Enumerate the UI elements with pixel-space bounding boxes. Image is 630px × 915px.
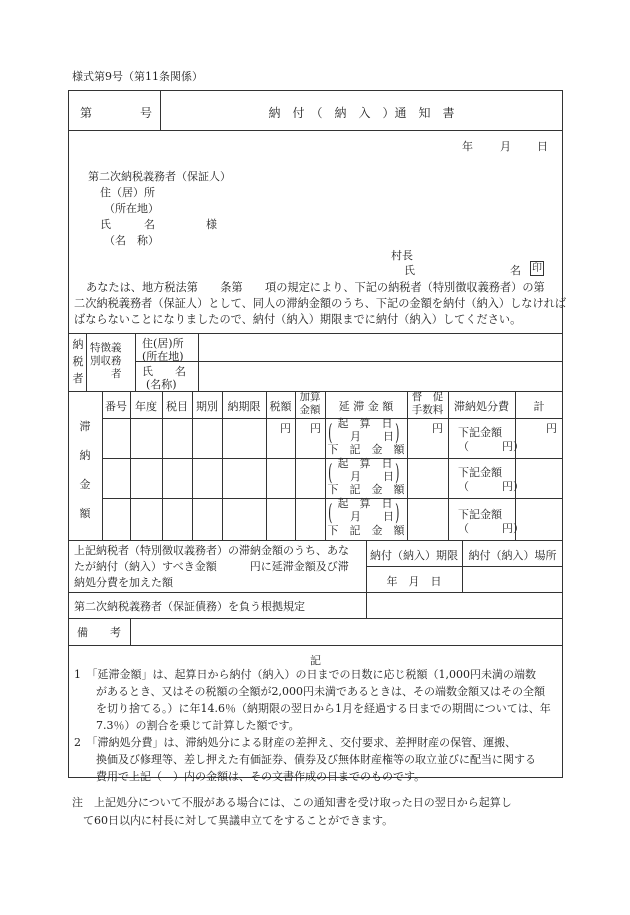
footer-note: 注 上記処分について不服がある場合には、この通知書を受け取った日の翌日から起算し て60日以内に村長に対して異議申立てをすることができます。 — [72, 796, 512, 827]
taxpayer-bracket-label: 特徴義 別収務 者 — [90, 342, 122, 380]
col-header-delinquency: 延 滞 金 額 — [338, 400, 394, 413]
yen-tax: 円 — [280, 422, 291, 435]
addressee-address-sub: （所在地） — [104, 202, 159, 215]
payment-place-label: 納付（納入）場所 — [468, 549, 557, 562]
addressee-role: 第二次納税義務者（保証人） — [88, 170, 231, 183]
col-header-reminder-fee: 督 促手数料 — [411, 391, 444, 416]
taxpayer-address-sub: (所在地) — [142, 350, 184, 363]
col-header-number: 番号 — [105, 400, 127, 413]
addressee-honorific: 様 — [206, 218, 217, 231]
addressee-name-sub: （名 称） — [104, 234, 159, 247]
issuer-mei: 名 — [510, 264, 521, 277]
issuer-title: 村長 — [391, 249, 413, 262]
notes-list: 1 「延滞金額」は、起算日から納付（納入）の日までの日数に応じ税額（1,000円未満の端数 があるとき、又はその税額の全額が2,000円未満であるときは、その端数金額又はその全額 を切り捨てる。）に年14.6％（納期限の翌日から1月を経過する日までの期間については、年 7.3％）の割合を乗じて計算した額です。 2 「滞納処分費」は、滞納処分による財産の差押え、交付要求、差押財産の保管、運搬、 換価及び修理等、差し押えた有価証券、債券及び無体財産権等の取立並びに配当に関する 費用で上記（ ）内の金額は、その文書作成の日までのものです。 — [74, 668, 551, 783]
basis-label: 第二次納税義務者（保証債務）を負う根拠規定 — [74, 600, 305, 613]
col-header-additional: 加算金額 — [299, 391, 321, 416]
taxpayer-address-label: 住(居)所 — [142, 337, 184, 350]
date-day: 日 — [537, 140, 548, 153]
taxpayer-name-sub: (名称) — [146, 378, 177, 391]
form-number-go: 号 — [140, 106, 153, 120]
date-year: 年 — [462, 140, 473, 153]
addressee-address-label: 住（居）所 — [100, 186, 155, 199]
taxpayer-side-label: 納 税 者 — [72, 338, 84, 385]
deadline-value: 年 月 日 — [386, 575, 442, 588]
taxpayer-name-label: 氏 名 — [142, 365, 186, 378]
issuer-name-label: 氏 — [404, 264, 415, 277]
notice-text: あなたは、地方税法第 条第 項の規定により、下記の納税者（特別徴収義務者）の第 二次納税義務者（保証人）として、同人の滞納金額のうち、下記の金額を納付（納入）しなければ ばならないことになりましたので、納付（納入）期限までに納付（納入）してください。 — [74, 281, 567, 326]
col-header-period: 期別 — [196, 400, 218, 413]
addressee-name-label: 氏 名 — [100, 218, 155, 231]
form-number: 様式第9号（第11条関係） — [72, 70, 203, 83]
yen-reminder: 円 — [432, 422, 443, 435]
page-title: 納 付 （ 納 入 ）通 知 書 — [268, 106, 455, 120]
col-header-due-date: 納期限 — [227, 400, 261, 413]
col-header-year: 年度 — [135, 400, 157, 413]
col-header-tax-amount: 税額 — [269, 400, 292, 413]
col-header-total: 計 — [533, 400, 545, 413]
form-number-dai: 第 — [80, 106, 93, 120]
official-seal: 印 — [532, 263, 542, 274]
yen-total: 円 — [546, 422, 557, 435]
col-header-disposition: 滞納処分費 — [454, 400, 509, 413]
arrears-side-label: 滞 納 金 額 — [79, 420, 91, 520]
notes-heading: 記 — [310, 654, 321, 667]
deadline-label: 納付（納入）期限 — [370, 549, 458, 562]
summary-text: 上記納税者（特別徴収義務者）の滞納金額のうち、あな たが納付（納入）すべき金額 円に延滞金額及び滞 納処分費を加えた額 — [74, 544, 349, 589]
col-header-tax-item: 税目 — [166, 400, 188, 413]
date-month: 月 — [500, 140, 511, 153]
yen-additional: 円 — [310, 422, 321, 435]
remarks-label: 備 考 — [77, 626, 121, 639]
